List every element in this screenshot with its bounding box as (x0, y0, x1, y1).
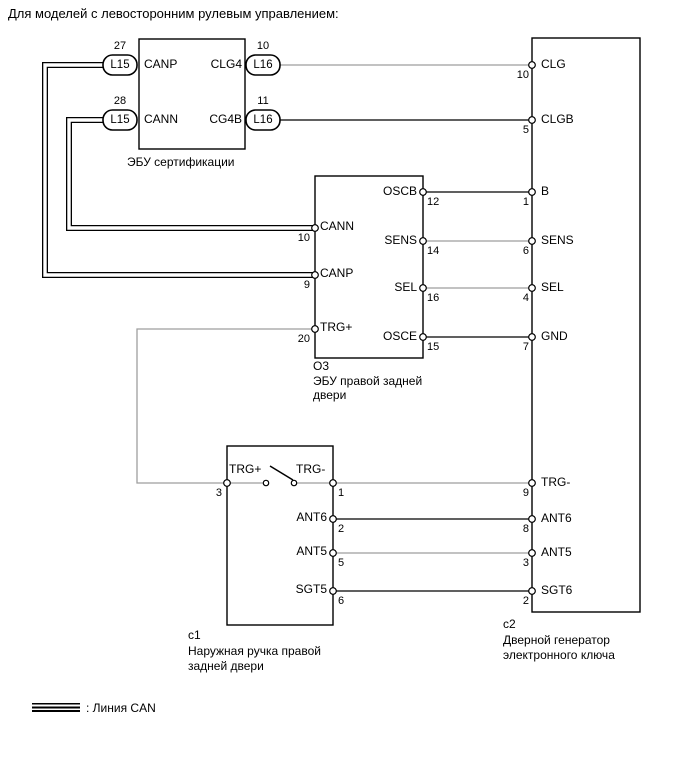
pin-terminal (529, 189, 536, 196)
connector-label: L16 (253, 114, 273, 126)
pin-label: CANN (144, 112, 179, 126)
pin-label: SGT6 (541, 583, 573, 597)
pin-number: 1 (338, 487, 345, 499)
generator-code: c2 (503, 617, 516, 631)
pin-label: GND (541, 329, 568, 343)
cert-ecu-box (139, 39, 245, 149)
pin-label: CANP (320, 266, 354, 280)
pin-number: 10 (297, 232, 310, 244)
legend-label: : Линия CAN (86, 701, 156, 715)
pin-number: 9 (303, 279, 310, 291)
cert-ecu-caption: ЭБУ сертификации (127, 155, 235, 169)
pin-terminal (529, 480, 536, 487)
connector-label: L16 (253, 59, 273, 71)
pin-label: ANT6 (296, 510, 327, 524)
pin-label: SGT5 (295, 582, 327, 596)
pin-number: 2 (338, 523, 345, 535)
terminal-number: 27 (113, 40, 127, 52)
pin-terminal (420, 238, 427, 245)
pin-label: SENS (541, 233, 574, 247)
pin-number: 7 (522, 341, 529, 353)
switch-contact (263, 480, 268, 485)
pin-number: 5 (338, 557, 345, 569)
pin-terminal (529, 516, 536, 523)
pin-terminal (420, 189, 427, 196)
pin-label: ANT6 (541, 511, 572, 525)
pin-number: 14 (427, 245, 440, 257)
pin-label: TRG+ (229, 462, 262, 476)
pin-number: 9 (522, 487, 529, 499)
can-line-symbol (32, 703, 80, 712)
pin-label: OSCE (382, 329, 417, 343)
door-ecu-code: О3 (313, 359, 330, 373)
pin-terminal (330, 516, 337, 523)
pin-number: 4 (522, 292, 529, 304)
terminal-number: 11 (257, 95, 269, 107)
pin-label: SENS (384, 233, 417, 247)
pin-terminal (529, 62, 536, 69)
terminal-number: 28 (113, 95, 127, 107)
pin-terminal (529, 550, 536, 557)
generator-caption-line1: Дверной генератор (503, 632, 610, 647)
pin-label: CG4B (209, 112, 242, 126)
pin-number: 5 (522, 124, 529, 136)
terminal-number: 10 (256, 40, 270, 52)
pin-label: SEL (541, 280, 564, 294)
switch-contact (291, 480, 296, 485)
pin-label: CLG4 (210, 57, 242, 71)
pin-label: TRG+ (320, 320, 353, 334)
handle-caption-line1: Наружная ручка правой (188, 643, 321, 658)
pin-label: CLGB (541, 112, 574, 126)
pin-number: 8 (522, 523, 529, 535)
page-title: Для моделей с левосторонним рулевым управлением: (8, 6, 339, 21)
pin-terminal (529, 588, 536, 595)
pin-label: B (541, 184, 550, 198)
pin-terminal (330, 588, 337, 595)
pin-number: 15 (427, 341, 440, 353)
pin-number: 20 (297, 333, 310, 345)
door-ecu-caption-line2: двери (313, 388, 347, 402)
pin-terminal (330, 550, 337, 557)
connector-label: L15 (110, 59, 130, 71)
generator-caption (503, 617, 615, 664)
pin-number: 6 (338, 595, 345, 607)
pin-terminal (224, 480, 231, 487)
pin-terminal (529, 238, 536, 245)
pin-terminal (312, 272, 319, 279)
pin-label: OSCB (382, 184, 417, 198)
door-ecu-caption-line1: ЭБУ правой задней (313, 373, 423, 388)
generator-caption-line2: электронного ключа (503, 648, 615, 662)
pin-number: 12 (427, 196, 440, 208)
connector-label: L15 (110, 114, 130, 126)
pin-label: CANN (320, 219, 355, 233)
pin-terminal (420, 334, 427, 341)
pin-terminal (312, 326, 319, 333)
pin-label: CANP (144, 57, 178, 71)
pin-terminal (420, 285, 427, 292)
pin-number: 2 (522, 595, 529, 607)
pin-label: TRG- (541, 475, 571, 489)
pin-terminal (529, 285, 536, 292)
pin-number: 3 (522, 557, 529, 569)
pin-terminal (529, 334, 536, 341)
pin-terminal (330, 480, 337, 487)
pin-label: ANT5 (296, 544, 327, 558)
handle-caption (188, 628, 321, 675)
pin-terminal (312, 225, 319, 232)
pin-label: CLG (541, 57, 566, 71)
pin-number: 3 (215, 487, 222, 499)
pin-number: 6 (522, 245, 529, 257)
pin-terminal (529, 117, 536, 124)
pin-number: 1 (522, 196, 529, 208)
pin-label: SEL (394, 280, 417, 294)
pin-label: TRG- (296, 462, 326, 476)
pin-number: 16 (427, 292, 440, 304)
door-ecu-caption (313, 359, 422, 403)
handle-code: c1 (188, 628, 201, 642)
pin-number: 10 (516, 69, 529, 81)
pin-label: ANT5 (541, 545, 572, 559)
handle-caption-line2: задней двери (188, 659, 264, 673)
